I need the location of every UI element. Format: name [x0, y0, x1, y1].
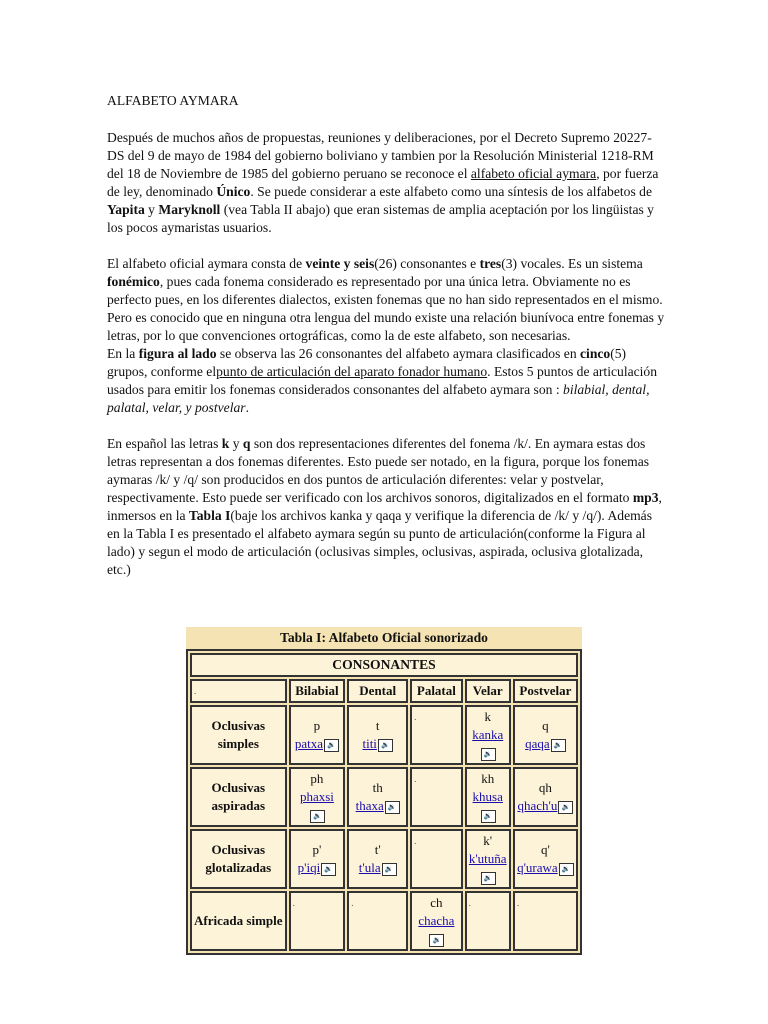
- phoneme-letter: ch: [430, 895, 443, 910]
- table-row: [190, 891, 578, 951]
- empty-cell: .: [465, 891, 511, 951]
- sound-word-link[interactable]: p'iqi: [297, 860, 321, 875]
- phoneme-cell: [347, 705, 408, 765]
- column-header-postvelar: Postvelar: [513, 679, 578, 703]
- row-header: Oclusivas glotalizadas: [190, 829, 287, 889]
- phoneme-cell: [347, 829, 408, 889]
- sound-word-link[interactable]: k'utuña: [468, 851, 507, 866]
- empty-cell: .: [289, 891, 346, 951]
- table-caption: Tabla I: Alfabeto Oficial sonorizado: [186, 627, 582, 649]
- link-alfabeto-oficial[interactable]: alfabeto oficial aymara: [470, 166, 597, 181]
- speaker-icon[interactable]: 🔉: [378, 739, 393, 752]
- speaker-icon[interactable]: 🔉: [481, 810, 496, 823]
- phoneme-letter: t: [375, 718, 380, 733]
- speaker-icon[interactable]: 🔉: [382, 863, 397, 876]
- phoneme-letter: p': [312, 842, 322, 857]
- paragraph-figure: En la figura al lado se observa las 26 consonantes del alfabeto aymara clasificados en cinco(5) grupos, conforme elpunto de articulación del aparato fonador humano. Estos 5 puntos de articulación usados para emitir los fonemas considerados consonantes del alfabeto aymara son : bilabial, dental, palatal, velar, y postvelar.: [107, 346, 658, 415]
- phoneme-cell: [465, 829, 511, 889]
- phoneme-cell: [289, 829, 346, 889]
- phoneme-cell: [410, 891, 462, 951]
- row-header: Oclusivas simples: [190, 705, 287, 765]
- row-header: Africada simple: [190, 891, 287, 951]
- table-row: [190, 829, 578, 889]
- paragraph-k-q: En español las letras k y q son dos representaciones diferentes del fonema /k/. En aymara estas dos letras representan a dos fonemas diferentes. Esto puede ser notado, en la figura, porque los fonemas aymaras /k/ y /q/ son producidos en dos puntos de articulación diferentes: velar y postvelar, respectivamente. Esto puede ser verificado con los archivos sonoros, digitalizados en el formato mp3, inmersos en la Tabla I(baje los archivos kanka y qaqa y verifique la diferencia de /k/ y /q/). Además en la Tabla I es presentado el alfabeto aymara según su punto de articulación(conforme la Figura al lado) y segun el modo de articulación (oclusivas simples, oclusivas, aspirada, oclusiva glotalizada, etc.): [107, 436, 662, 577]
- paragraph-consonants: El alfabeto oficial aymara consta de veinte y seis(26) consonantes e tres(3) vocales. Es un sistema fonémico, pues cada fonema considerado es representado por una única letra. Obviamente no es perfecto pues, en los diferentes dialectos, existen fonemas que no han sido representados en el mismo. Pero es conocido que en ninguna otra lengua del mundo existe una relación biunívoca entre fonemas y letras, por lo que convenciones ortográficas, como la de este alfabeto, son necesarias.: [107, 256, 665, 343]
- phoneme-letter: q': [540, 842, 550, 857]
- column-header-dental: Dental: [347, 679, 408, 703]
- phoneme-letter: k: [484, 709, 491, 724]
- alphabet-table-wrapper: [186, 627, 582, 955]
- section-header: CONSONANTES: [190, 653, 578, 677]
- speaker-icon[interactable]: 🔉: [321, 863, 336, 876]
- phoneme-cell: [465, 767, 511, 827]
- phoneme-cell: [513, 767, 578, 827]
- sound-word-link[interactable]: phaxsi: [299, 789, 334, 804]
- sound-word-link[interactable]: qhach'u: [517, 798, 558, 813]
- phoneme-cell: [513, 705, 578, 765]
- column-header-row: [190, 679, 578, 703]
- table-section-row: [190, 653, 578, 677]
- alphabet-table: [186, 649, 582, 955]
- speaker-icon[interactable]: 🔉: [310, 810, 325, 823]
- phoneme-cell: [465, 705, 511, 765]
- sound-word-link[interactable]: kanka: [472, 727, 504, 742]
- phoneme-letter: kh: [481, 771, 495, 786]
- phoneme-letter: k': [483, 833, 493, 848]
- phoneme-letter: t': [374, 842, 381, 857]
- phoneme-letter: qh: [538, 780, 552, 795]
- empty-cell: .: [410, 767, 462, 827]
- phoneme-letter: p: [313, 718, 321, 733]
- speaker-icon[interactable]: 🔉: [551, 739, 566, 752]
- phoneme-letter: ph: [310, 771, 324, 786]
- sound-word-link[interactable]: chacha: [418, 913, 455, 928]
- sound-word-link[interactable]: khusa: [472, 789, 503, 804]
- phoneme-letter: q: [542, 718, 549, 733]
- sound-word-link[interactable]: qaqa: [525, 736, 550, 751]
- speaker-icon[interactable]: 🔉: [559, 863, 574, 876]
- table-row: [190, 705, 578, 765]
- phoneme-cell: [347, 767, 408, 827]
- speaker-icon[interactable]: 🔉: [385, 801, 400, 814]
- document-body: [107, 92, 667, 597]
- paragraph-intro: Después de muchos años de propuestas, reuniones y deliberaciones, por el Decreto Supremo 20227-DS del 9 de mayo de 1984 del gobierno boliviano y tambien por la Resolución Ministerial 1218-RM del 18 de Noviembre de 1985 del gobierno peruano se reconoce el alfabeto oficial aymara, por fuerza de ley, denominado Único. Se puede considerar a este alfabeto como una síntesis de los alfabetos de Yapita y Maryknoll (vea Tabla II abajo) que eran sistemas de amplia aceptación por los lingüistas y los pocos aymaristas usuarios.: [107, 130, 659, 235]
- speaker-icon[interactable]: 🔉: [481, 872, 496, 885]
- link-punto-articulacion[interactable]: punto de articulación del aparato fonador humano: [216, 364, 488, 379]
- phoneme-letter: th: [372, 780, 383, 795]
- row-header: Oclusivas aspiradas: [190, 767, 287, 827]
- sound-word-link[interactable]: t'ula: [358, 860, 381, 875]
- empty-cell: .: [410, 705, 462, 765]
- speaker-icon[interactable]: 🔉: [558, 801, 573, 814]
- phoneme-cell: [289, 767, 346, 827]
- empty-cell: .: [347, 891, 408, 951]
- column-header-bilabial: Bilabial: [289, 679, 346, 703]
- speaker-icon[interactable]: 🔉: [481, 748, 496, 761]
- sound-word-link[interactable]: titi: [362, 736, 377, 751]
- table-row: [190, 767, 578, 827]
- speaker-icon[interactable]: 🔉: [324, 739, 339, 752]
- column-header-palatal: Palatal: [410, 679, 462, 703]
- empty-cell: .: [410, 829, 462, 889]
- speaker-icon[interactable]: 🔉: [429, 934, 444, 947]
- corner-cell: .: [190, 679, 287, 703]
- sound-word-link[interactable]: q'urawa: [517, 860, 558, 875]
- page-title: ALFABETO AYMARA: [107, 93, 239, 108]
- column-header-velar: Velar: [465, 679, 511, 703]
- sound-word-link[interactable]: patxa: [294, 736, 323, 751]
- phoneme-cell: [513, 829, 578, 889]
- sound-word-link[interactable]: thaxa: [355, 798, 384, 813]
- phoneme-cell: [289, 705, 346, 765]
- empty-cell: .: [513, 891, 578, 951]
